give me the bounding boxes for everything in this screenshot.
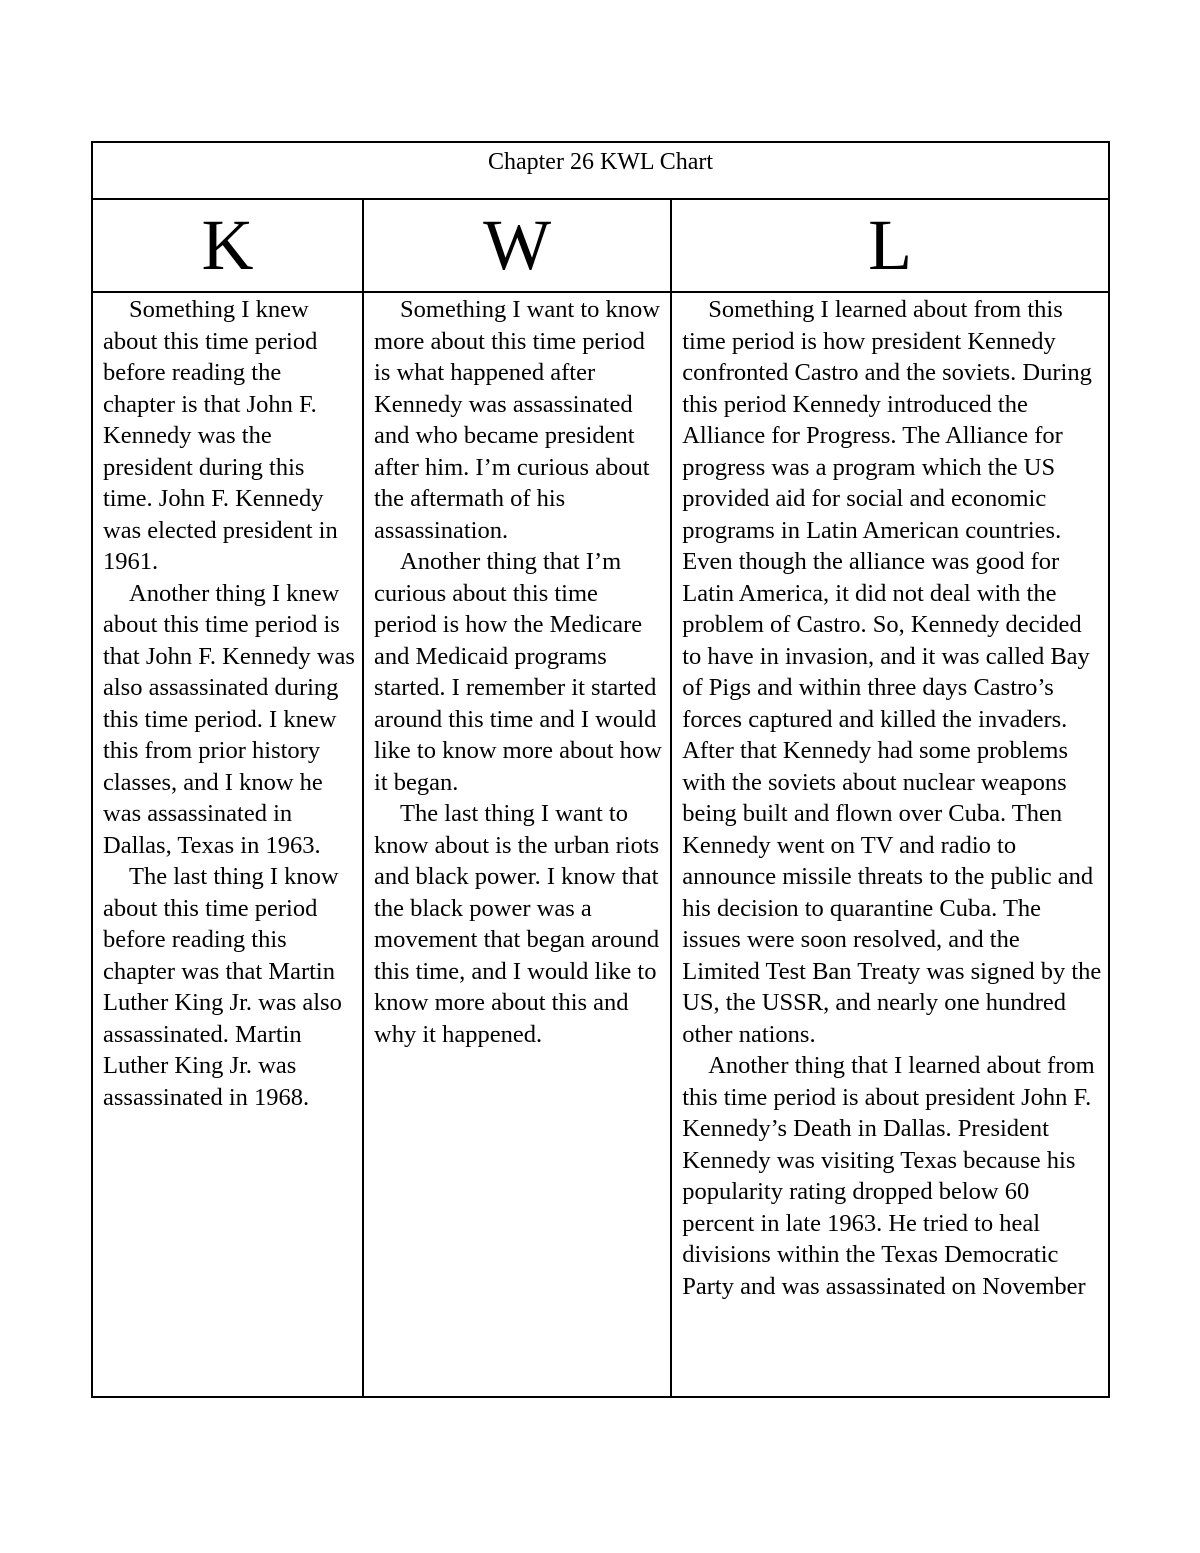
kwl-chart-table <box>91 141 1110 1398</box>
column-letter-k: K <box>92 199 363 292</box>
column-letter-l: L <box>671 199 1109 292</box>
want-paragraph: Something I want to know more about this time period is what happened after Kennedy was assassinated and who became president after him. I’m curious about the aftermath of his assassination. <box>374 296 661 544</box>
know-paragraph: Something I knew about this time period before reading the chapter is that John F. Kennedy was the president during this time. John F. Kennedy was elected president in 1961. <box>103 296 338 575</box>
know-paragraph: The last thing I know about this time period before reading this chapter was that Martin Luther King Jr. was also assassinated. Martin Luther King Jr. was assassinated in 1968. <box>103 863 342 1111</box>
column-letter-w: W <box>363 199 671 292</box>
want-paragraph: Another thing that I’m curious about this time period is how the Medicare and Medicaid programs started. I remember it started around this time and I would like to know more about how it began. <box>374 548 662 796</box>
learned-paragraph: Something I learned about from this time period is how president Kennedy confronted Castro and the soviets. During this period Kennedy introduced the Alliance for Progress. The Alliance for progress was a program which the US provided aid for social and economic programs in Latin American countries. Even though the alliance was good for Latin America, it did not deal with the problem of Castro. So, Kennedy decided to have in invasion, and it was called Bay of Pigs and within three days Castro’s forces captured and killed the invaders. After that Kennedy had some problems with the soviets about nuclear weapons being built and flown over Cuba. Then Kennedy went on TV and radio to announce missile threats to the public and his decision to quarantine Cuba. The issues were soon resolved, and the Limited Test Ban Treaty was signed by the US, the USSR, and nearly one hundred other nations. <box>682 296 1102 1048</box>
know-column <box>92 292 363 1397</box>
learned-paragraph: Another thing that I learned about from this time period is about president John F. Kennedy’s Death in Dallas. President Kennedy was visiting Texas because his popularity rating dropped below 60 percent in late 1963. He tried to heal divisions within the Texas Democratic Party and was assassinated on November <box>682 1052 1095 1300</box>
want-column <box>363 292 671 1397</box>
learned-column <box>671 292 1109 1397</box>
want-paragraph: The last thing I want to know about is the urban riots and black power. I know that the black power was a movement that began around this time, and I would like to know more about this and why it happened. <box>374 800 660 1048</box>
know-paragraph: Another thing I knew about this time period is that John F. Kennedy was also assassinated during this time period. I knew this from prior history classes, and I know he was assassinated in Dallas, Texas in 1963. <box>103 579 355 859</box>
chart-title: Chapter 26 KWL Chart <box>92 142 1109 199</box>
title-row <box>92 142 1109 199</box>
content-row <box>92 292 1109 1397</box>
letter-row <box>92 199 1109 292</box>
